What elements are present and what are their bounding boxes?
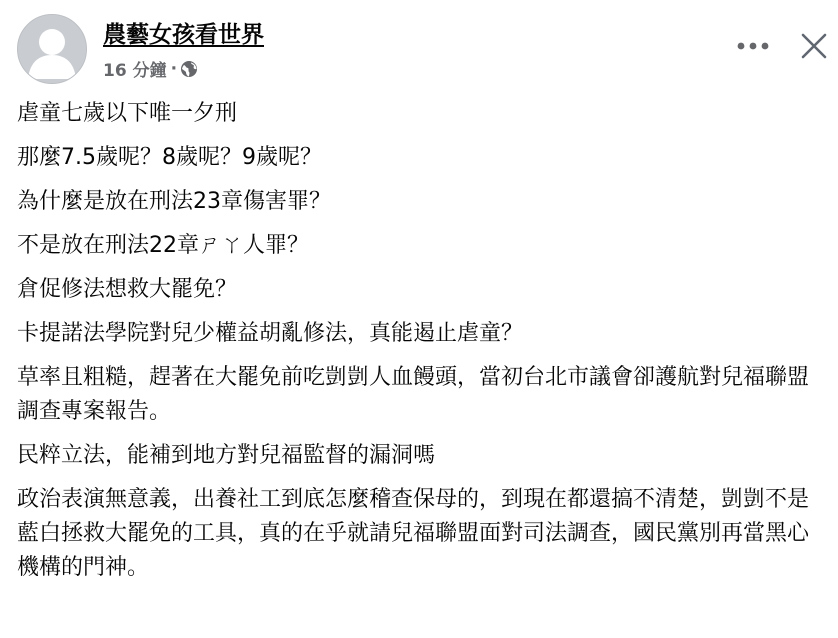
post-paragraph: 那麼7.5歲呢？8歲呢？9歲呢？ (17, 145, 322, 170)
post-meta (103, 56, 198, 81)
default-avatar-icon (18, 15, 86, 83)
post-paragraph: 政治表演無意義，出養社工到底怎麼稽查保母的，到現在都還搞不清楚，剴剴不是藍白拯救大罷免的工具，真的在乎就請兒福聯盟面對司法調查，國民黨別再當黑心機構的門神。 (17, 487, 810, 580)
author-name[interactable]: 農藝女孩看世界 (103, 22, 264, 48)
post-paragraph: 虐童七歲以下唯一夕刑 (17, 101, 238, 126)
globe-icon[interactable] (180, 60, 198, 78)
post-paragraph: 倉促修法想救大罷免？ (17, 277, 238, 302)
post-paragraph: 草率且粗糙，趕著在大罷免前吃剴剴人血饅頭，當初台北市議會卻護航對兒福聯盟調查專案報告。 (17, 365, 810, 424)
post-paragraph: 不是放在刑法22章ㄕㄚ人罪？ (17, 233, 309, 258)
post-body (17, 97, 829, 595)
close-button[interactable] (795, 27, 833, 65)
post-paragraph: 為什麼是放在刑法23章傷害罪？ (17, 189, 331, 214)
more-horizontal-icon (730, 30, 776, 62)
post-timestamp[interactable]: 16 分鐘 (103, 61, 167, 81)
post-paragraph: 民粹立法，能補到地方對兒福監督的漏洞嗎 (17, 443, 436, 468)
more-options-button[interactable] (730, 30, 776, 62)
close-icon (795, 27, 833, 65)
post-paragraph: 卡提諾法學院對兒少權益胡亂修法，真能遏止虐童？ (17, 321, 524, 346)
post-header (0, 0, 838, 95)
meta-separator: · (170, 58, 178, 79)
avatar[interactable] (17, 14, 87, 84)
